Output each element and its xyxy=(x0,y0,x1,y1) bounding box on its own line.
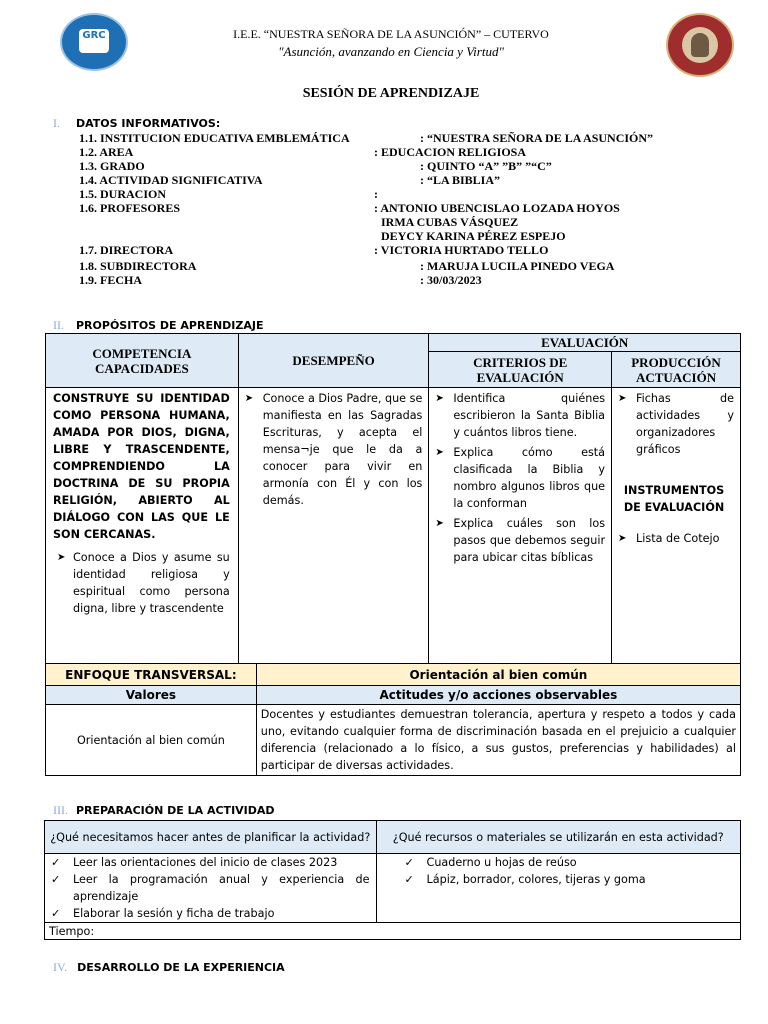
bullet-icon: ➤ xyxy=(435,447,444,458)
purposes-table xyxy=(45,333,741,666)
actitudes-header: Actitudes y/o acciones observables xyxy=(256,686,740,705)
section-1-heading xyxy=(53,114,220,132)
need-item: ✓ Leer las orientaciones del inicio de clases 2023 xyxy=(51,856,338,869)
motto: "Asunción, avanzando en Ciencia y Virtud" xyxy=(278,44,504,59)
criterio-item: ➤ Explica cuáles son los pasos que debemos seguir para ubicar citas bíblicas xyxy=(435,517,606,564)
instrumento-item: ➤ Lista de Cotejo xyxy=(618,532,720,545)
section-4-title: DESARROLLO DE LA EXPERIENCIA xyxy=(77,961,285,974)
seal-image xyxy=(682,27,718,63)
bullet-icon: ➤ xyxy=(435,518,444,529)
datos-value-1: : “NUESTRA SEÑORA DE LA ASUNCIÓN” xyxy=(420,131,654,145)
prep-question-1: ¿Qué necesitamos hacer antes de planificar la actividad? xyxy=(45,821,377,854)
desempeno-header: DESEMPEÑO xyxy=(238,334,429,388)
section-3-title: PREPARACIÓN DE LA ACTIVIDAD xyxy=(76,804,275,817)
section-3-heading xyxy=(53,801,275,819)
evaluacion-header: EVALUACIÓN xyxy=(429,334,741,352)
check-icon: ✓ xyxy=(51,907,61,920)
bullet-icon: ➤ xyxy=(244,393,254,404)
datos-value-3: : QUINTO “A” ”B” ”“C” xyxy=(420,159,552,173)
need-item: ✓ Elaborar la sesión y ficha de trabajo xyxy=(51,907,275,920)
tiempo-row: Tiempo: xyxy=(45,923,741,940)
needs-cell xyxy=(45,854,377,923)
bullet-icon: ➤ xyxy=(618,393,627,404)
datos-value-7: : VICTORIA HURTADO TELLO xyxy=(374,243,549,257)
criterios-cell xyxy=(429,388,612,666)
valor-cell: Orientación al bien común xyxy=(46,705,257,776)
section-2-number: II. xyxy=(53,318,64,332)
datos-label-5: 1.5. DURACION xyxy=(79,187,166,201)
competencia-cell xyxy=(46,388,239,666)
resource-item: ✓ Cuaderno u hojas de reúso xyxy=(404,856,577,869)
section-2-title: PROPÓSITOS DE APRENDIZAJE xyxy=(76,319,264,332)
datos-value-5: : xyxy=(374,187,378,201)
preparation-table xyxy=(44,820,741,940)
institution-name: I.E.E. “NUESTRA SEÑORA DE LA ASUNCIÓN” – CUTERVO xyxy=(233,27,549,41)
datos-value-2: : EDUCACION RELIGIOSA xyxy=(374,145,527,159)
datos-label-4: 1.4. ACTIVIDAD SIGNIFICATIVA xyxy=(79,173,263,187)
school-seal xyxy=(666,13,734,77)
section-1-title: DATOS INFORMATIVOS: xyxy=(76,117,221,130)
need-item: ✓ Leer la programación anual y experiencia de aprendizaje xyxy=(51,873,370,903)
document-title: SESIÓN DE APRENDIZAJE xyxy=(302,86,480,101)
desempeno-item: ➤ Conoce a Dios Padre, que se manifiesta en las Sagradas Escrituras, y acepta el mensa¬je que le da a conocer para vivir en armonía con Él y con los demás. xyxy=(244,392,423,507)
section-2-heading xyxy=(53,316,263,334)
check-icon: ✓ xyxy=(404,856,414,869)
resources-cell xyxy=(376,854,740,923)
section-1-number: I. xyxy=(53,116,60,130)
datos-label-7: 1.7. DIRECTORA xyxy=(79,243,174,257)
datos-label-3: 1.3. GRADO xyxy=(79,159,145,173)
prep-question-2: ¿Qué recursos o materiales se utilizarán en esta actividad? xyxy=(376,821,740,854)
criterios-header: CRITERIOS DE EVALUACIÓN xyxy=(429,352,612,388)
datos-value-4: : “LA BIBLIA” xyxy=(420,173,501,187)
datos-value-6-extra-1: IRMA CUBAS VÁSQUEZ xyxy=(381,215,519,229)
ugel-logo-mark: GRC xyxy=(79,29,109,53)
enfoque-value: Orientación al bien común xyxy=(256,664,740,686)
criterio-item: ➤ Explica cómo está clasificada la Biblia y nombro algunos libros que la conforman xyxy=(435,446,606,510)
produccion-item: ➤ Fichas de actividades y organizadores gráficos xyxy=(618,392,734,456)
datos-label-9: 1.9. FECHA xyxy=(79,273,142,287)
resource-item: ✓ Lápiz, borrador, colores, tijeras y goma xyxy=(404,873,646,886)
bullet-icon: ➤ xyxy=(435,393,444,404)
competencia-text: CONSTRUYE SU IDENTIDAD COMO PERSONA HUMANA, AMADA POR DIOS, DIGNA, LIBRE Y TRASCENDENTE, COMPRENDIENDO LA DOCTRINA DE SU PROPIA RELIGIÓN, ABIERTO AL DIÁLOGO CON LAS QUE LE SON CERCANAS. xyxy=(53,392,230,541)
seal-figure xyxy=(691,33,709,57)
datos-label-6: 1.6. PROFESORES xyxy=(79,201,181,215)
check-icon: ✓ xyxy=(404,873,414,886)
datos-label-1: 1.1. INSTITUCION EDUCATIVA EMBLEMÁTICA xyxy=(79,131,350,145)
check-icon: ✓ xyxy=(51,873,61,886)
datos-value-8: : MARUJA LUCILA PINEDO VEGA xyxy=(420,259,615,273)
section-3-number: III. xyxy=(53,803,68,817)
enfoque-table xyxy=(45,663,741,776)
produccion-cell xyxy=(612,388,741,666)
ugel-logo xyxy=(60,13,128,71)
instrumentos-title: INSTRUMENTOS DE EVALUACIÓN xyxy=(623,484,725,514)
datos-value-6-extra-2: DEYCY KARINA PÉREZ ESPEJO xyxy=(381,229,566,243)
bullet-icon: ➤ xyxy=(57,552,66,563)
datos-value-9: : 30/03/2023 xyxy=(420,273,482,287)
datos-label-2: 1.2. AREA xyxy=(79,145,134,159)
check-icon: ✓ xyxy=(51,856,61,869)
actitud-cell: Docentes y estudiantes demuestran tolerancia, apertura y respeto a todos y cada uno, evitando cualquier forma de discriminación basada en el prejuicio a cualquier diferencia (relacionado a lo físico, a sus gustos, preferencias y habilidades) al participar de diversas actividades. xyxy=(256,705,740,776)
section-4-number: IV. xyxy=(53,960,68,974)
criterio-item: ➤ Identifica quiénes escribieron la Santa Biblia y cuántos libros tiene. xyxy=(435,392,606,439)
competencia-header: COMPETENCIA CAPACIDADES xyxy=(46,334,239,388)
valores-header: Valores xyxy=(46,686,257,705)
enfoque-label: ENFOQUE TRANSVERSAL: xyxy=(46,664,257,686)
desempeno-cell xyxy=(238,388,429,666)
datos-label-8: 1.8. SUBDIRECTORA xyxy=(79,259,197,273)
section-4-heading xyxy=(53,958,285,976)
produccion-header: PRODUCCIÓN ACTUACIÓN xyxy=(612,352,741,388)
bullet-icon: ➤ xyxy=(618,533,627,544)
capacidad-item: ➤ Conoce a Dios y asume su identidad religiosa y espiritual como persona digna, libre y trascendente xyxy=(57,551,230,615)
datos-value-6: : ANTONIO UBENCISLAO LOZADA HOYOS xyxy=(374,201,620,215)
